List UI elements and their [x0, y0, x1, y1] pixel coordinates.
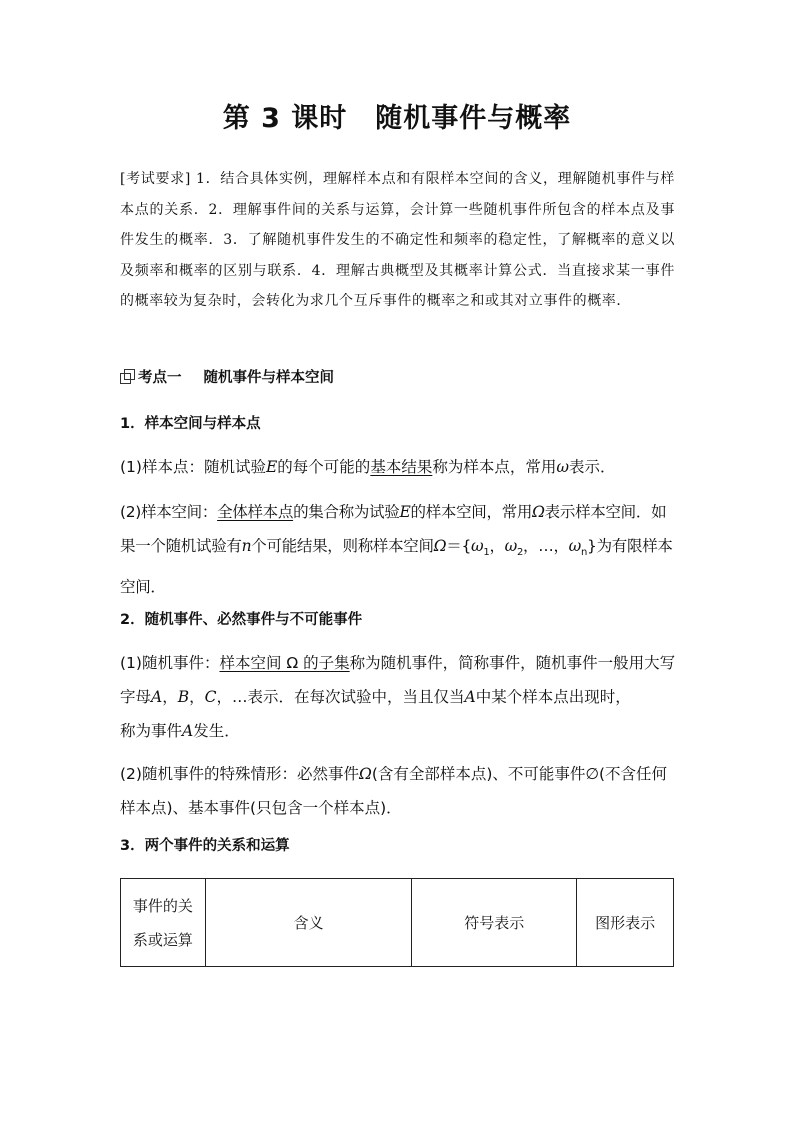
lesson-number: 第 3 课时 — [222, 103, 348, 134]
table-header-relation: 事件的关 系或运算 — [121, 879, 206, 967]
subheading-2: 2．随机事件、必然事件与不可能事件 — [120, 612, 363, 628]
subheading-3: 3．两个事件的关系和运算 — [120, 838, 290, 854]
table-header-symbol: 符号表示 — [412, 879, 577, 967]
section-number: 考点一 — [138, 370, 182, 386]
section-heading-1 — [120, 366, 334, 387]
section-square-icon — [120, 369, 135, 384]
paragraph-sample-point: (1)样本点：随机试验E的每个可能的基本结果称为样本点，常用ω表示． — [120, 458, 616, 476]
exam-requirements: [考试要求] 1．结合具体实例，理解样本点和有限样本空间的含义，理解随机事件与样本点的关系．2．理解事件间的关系与运算，会计算一些随机事件所包含的样本点及事件发生的概率．3．了解随机事件发生的不确定性和频率的稳定性，了解概率的意义以及频率和概率的区别与联系．4．理解古典概型及其概率计算公式．当直接求某一事件的概率较为复杂时，会转化为求几个互斥事件的概率之和或其对立事件的概率． — [120, 171, 675, 309]
table-header-figure: 图形表示 — [577, 879, 674, 967]
section-name: 随机事件与样本空间 — [203, 370, 334, 386]
lesson-topic: 随机事件与概率 — [375, 103, 572, 134]
event-relation-table — [120, 878, 674, 967]
paragraph-random-event: (1)随机事件：样本空间 Ω 的子集称为随机事件，简称事件，随机事件一般用大写字母A，B，C，…表示．在每次试验中，当且仅当A中某个样本点出现时， 称为事件A发生． — [120, 654, 676, 740]
paragraph-special-events: (2)随机事件的特殊情形：必然事件Ω(含有全部样本点)、不可能事件∅(不含任何样本点)、基本事件(只包含一个样本点)． — [120, 765, 668, 817]
paragraph-sample-space: (2)样本空间：全体样本点的集合称为试验E的样本空间，常用Ω表示样本空间．如果一个随机试验有n个可能结果，则称样本空间$\Omega=\{\omega_1$，$\omega_2$，…，$\omega_n$}为有限样本空间． — [120, 503, 673, 597]
subheading-1: 1．样本空间与样本点 — [120, 416, 261, 432]
page-title — [0, 96, 794, 135]
table-header-row — [121, 879, 674, 967]
table-header-meaning: 含义 — [205, 879, 412, 967]
